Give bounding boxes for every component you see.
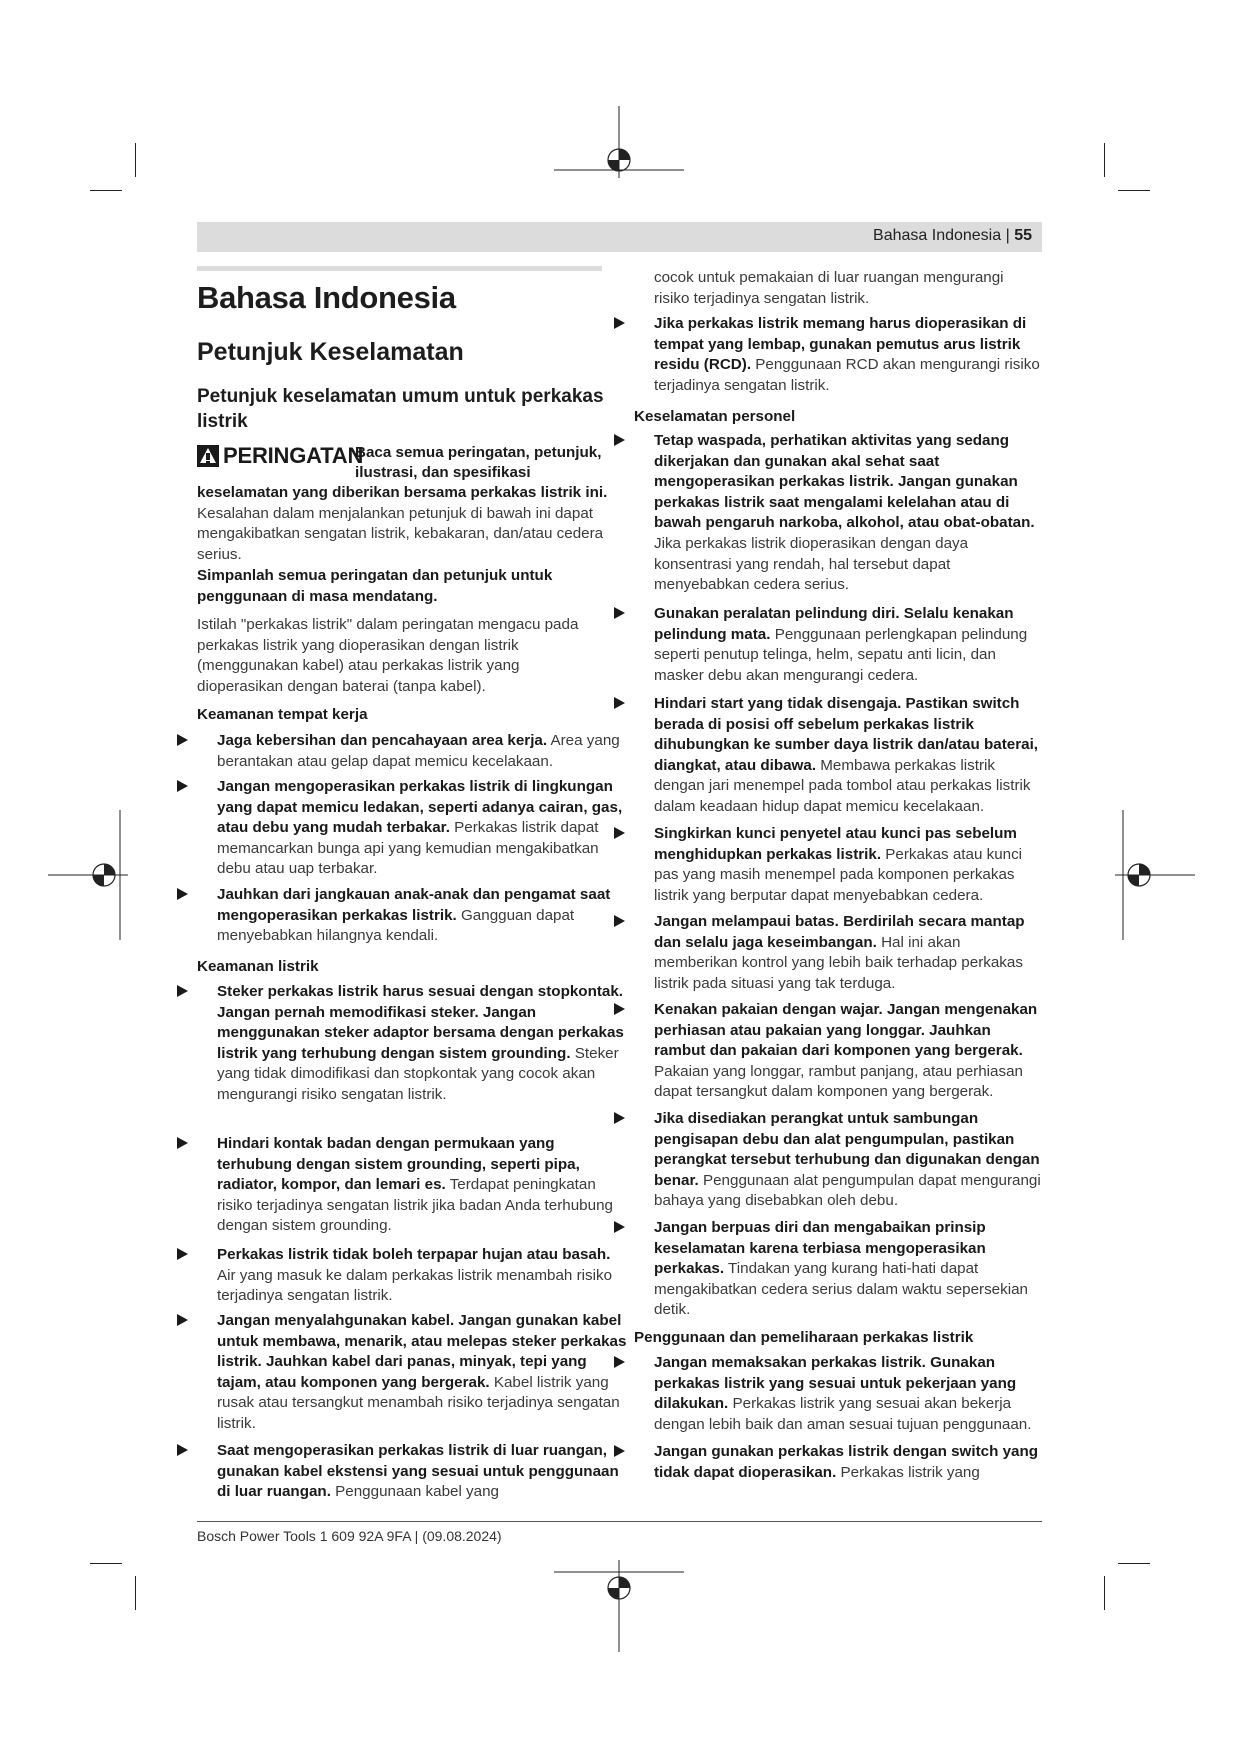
bullet-icon: [614, 915, 625, 927]
bullet-icon: [614, 317, 625, 329]
list-item: Jika perkakas listrik memang harus dioperasikan di tempat yang lembap, gunakan pemutus arus listrik residu (RCD). Penggunaan RCD akan mengurangi risiko terjadinya sengatan listrik.: [634, 314, 1042, 396]
list-item: Jaga kebersihan dan pencahayaan area kerja. Area yang berantakan atau gelap dapat memicu kecelakaan.: [197, 731, 629, 772]
bullet-icon: [614, 1221, 625, 1233]
list-item: Jangan berpuas diri dan mengabaikan prinsip keselamatan karena terbiasa mengoperasikan perkakas. Tindakan yang kurang hati-hati dapat mengakibatkan cedera serius dalam waktu sepersekian detik.: [634, 1218, 1042, 1321]
section-heading: Keselamatan personel: [634, 408, 796, 425]
bullet-icon: [177, 1137, 188, 1149]
header-language: Bahasa Indonesia: [873, 227, 1002, 244]
list-item: Singkirkan kunci penyetel atau kunci pas sebelum menghidupkan perkakas listrik. Perkakas atau kunci pas yang masih menempel pada komponen perkakas listrik yang berputar dapat menyebabkan cedera.: [634, 824, 1042, 906]
crop-mark: [1118, 190, 1150, 191]
crop-mark: [135, 143, 136, 177]
list-item: Hindari kontak badan dengan permukaan yang terhubung dengan sistem grounding, seperti pipa, radiator, kompor, dan lemari es. Terdapat peningkatan risiko terjadinya sengatan listrik jika badan Anda terhubung dengan sistem grounding.: [197, 1134, 629, 1237]
section-heading: Keamanan tempat kerja: [197, 706, 368, 723]
bullet-icon: [614, 1003, 625, 1015]
warning-line: Baca semua peringatan, petunjuk,: [355, 444, 602, 461]
keep-instructions: Simpanlah semua peringatan dan petunjuk untuk penggunaan di masa mendatang.: [197, 567, 553, 605]
list-item: Jangan melampaui batas. Berdirilah secara mantap dan selalu jaga keseimbangan. Hal ini akan memberikan kontrol yang lebih baik terhadap perkakas listrik pada situasi yang tak terduga.: [634, 912, 1042, 994]
header-text: [873, 227, 1032, 245]
top-rule: [197, 266, 602, 271]
crop-mark: [1118, 1563, 1150, 1564]
section-heading: Penggunaan dan pemeliharaan perkakas listrik: [634, 1329, 974, 1346]
list-item: Jauhkan dari jangkauan anak-anak dan pengamat saat mengoperasikan perkakas listrik. Gangguan dapat menyebabkan hilangnya kendali.: [197, 885, 629, 947]
bullet-icon: [177, 1444, 188, 1456]
crop-mark: [1104, 1576, 1105, 1610]
bullet-icon: [614, 434, 625, 446]
footer-rule: [197, 1521, 1042, 1522]
bullet-icon: [177, 734, 188, 746]
bullet-icon: [614, 827, 625, 839]
warning-triangle-icon: [197, 445, 219, 467]
list-item: Gunakan peralatan pelindung diri. Selalu kenakan pelindung mata. Penggunaan perlengkapan pelindung seperti penutup telinga, helm, sepatu anti licin, dan masker debu akan mengurangi cedera.: [634, 604, 1042, 686]
bullet-icon: [177, 1314, 188, 1326]
header-separator: |: [1005, 227, 1010, 244]
warning-word: PERINGATAN: [223, 443, 364, 468]
list-item: Jangan mengoperasikan perkakas listrik di lingkungan yang dapat memicu ledakan, seperti adanya cairan, gas, atau debu yang mudah terbakar. Perkakas listrik dapat memancarkan bunga api yang kemudian mengakibatkan debu atau uap terbakar.: [197, 777, 629, 880]
list-item: Saat mengoperasikan perkakas listrik di luar ruangan, gunakan kabel ekstensi yang sesuai untuk penggunaan di luar ruangan. Penggunaan kabel yang: [197, 1441, 629, 1503]
warning-line: keselamatan yang diberikan bersama perkakas listrik: [197, 484, 582, 501]
section-title: Petunjuk Keselamatan: [197, 338, 464, 366]
section-heading: Keamanan listrik: [197, 958, 319, 975]
page-footer: Bosch Power Tools 1 609 92A 9FA | (09.08.2024): [197, 1528, 502, 1544]
list-item: Jika disediakan perangkat untuk sambungan pengisapan debu dan alat pengumpulan, pastikan perangkat tersebut terhubung dan digunakan dengan benar. Penggunaan alat pengumpulan dapat mengurangi bahaya yang disebabkan oleh debu.: [634, 1109, 1042, 1212]
registration-mark-icon: [554, 1560, 684, 1652]
bullet-icon: [177, 985, 188, 997]
page-header: [197, 222, 1042, 252]
crop-mark: [90, 190, 122, 191]
list-item: Steker perkakas listrik harus sesuai dengan stopkontak. Jangan pernah memodifikasi steker. Jangan menggunakan steker adaptor bersama dengan perkakas listrik yang terhubung dengan sistem grounding. Steker yang tidak dimodifikasi dan stopkontak yang cocok akan mengurangi risiko sengatan listrik.: [197, 982, 629, 1106]
list-item: Hindari start yang tidak disengaja. Pastikan switch berada di posisi off sebelum perkakas listrik dihubungkan ke sumber daya listrik dan/atau baterai, diangkat, atau dibawa. Membawa perkakas listrik dengan jari menempel pada tombol atau perkakas listrik dalam keadaan hidup dapat memicu kecelakaan.: [634, 694, 1042, 818]
warning-line: ilustrasi, dan spesifikasi: [355, 464, 531, 481]
bullet-icon: [614, 1112, 625, 1124]
bullet-icon: [614, 697, 625, 709]
warning-badge: [197, 443, 363, 469]
crop-mark: [135, 1576, 136, 1610]
crop-mark: [90, 1563, 122, 1564]
bullet-icon: [177, 780, 188, 792]
warning-text: Kesalahan dalam menjalankan petunjuk di bawah ini dapat mengakibatkan sengatan listrik, kebakaran, dan/atau cedera serius.: [197, 504, 604, 563]
page-number: 55: [1014, 227, 1032, 244]
registration-mark-icon: [48, 810, 128, 940]
list-item: Tetap waspada, perhatikan aktivitas yang sedang dikerjakan dan gunakan akal sehat saat mengoperasikan perkakas listrik. Jangan gunakan perkakas listrik saat mengalami kelelahan atau di bawah pengaruh narkoba, alkohol, atau obat-obatan. Jika perkakas listrik dioperasikan dengan daya konsentrasi yang rendah, hal tersebut dapat menyebabkan cedera serius.: [634, 431, 1042, 596]
registration-mark-icon: [1115, 810, 1195, 940]
bullet-icon: [177, 888, 188, 900]
bullet-icon: [614, 1445, 625, 1457]
list-item: Jangan gunakan perkakas listrik dengan switch yang tidak dapat dioperasikan. Perkakas listrik yang: [634, 1442, 1042, 1483]
list-item: Perkakas listrik tidak boleh terpapar hujan atau basah. Air yang masuk ke dalam perkakas listrik menambah risiko terjadinya sengatan listrik.: [197, 1245, 629, 1307]
crop-mark: [1104, 143, 1105, 177]
bullet-icon: [614, 607, 625, 619]
bullet-icon: [177, 1248, 188, 1260]
list-item: Jangan menyalahgunakan kabel. Jangan gunakan kabel untuk membawa, menarik, atau melepas steker perkakas listrik. Jauhkan kabel dari panas, minyak, tepi yang tajam, atau komponen yang bergerak. Kabel listrik yang rusak atau tersangkut menambah risiko terjadinya sengatan listrik.: [197, 1311, 629, 1435]
registration-mark-icon: [554, 106, 684, 178]
bullet-icon: [614, 1356, 625, 1368]
page-title: Bahasa Indonesia: [197, 280, 456, 315]
list-item: Jangan memaksakan perkakas listrik. Gunakan perkakas listrik yang sesuai untuk pekerjaan yang dilakukan. Perkakas listrik yang sesuai akan bekerja dengan lebih baik dan aman sesuai tujuan penggunaan.: [634, 1353, 1042, 1435]
term-definition: Istilah "perkakas listrik" dalam peringatan mengacu pada perkakas listrik yang dioperasikan dengan listrik (menggunakan kabel) atau perkakas listrik yang dioperasikan dengan baterai (tanpa kabel).: [197, 616, 579, 695]
warning-line: ini.: [585, 484, 608, 501]
subsection-title: Petunjuk keselamatan umum untuk perkakas listrik: [197, 386, 604, 432]
list-item: Kenakan pakaian dengan wajar. Jangan mengenakan perhiasan atau pakaian yang longgar. Jauhkan rambut dan pakaian dari komponen yang bergerak. Pakaian yang longgar, rambut panjang, atau perhiasan dapat tersangkut dalam komponen yang bergerak.: [634, 1000, 1042, 1103]
continuation-text: cocok untuk pemakaian di luar ruangan mengurangi risiko terjadinya sengatan listrik.: [654, 269, 1004, 307]
